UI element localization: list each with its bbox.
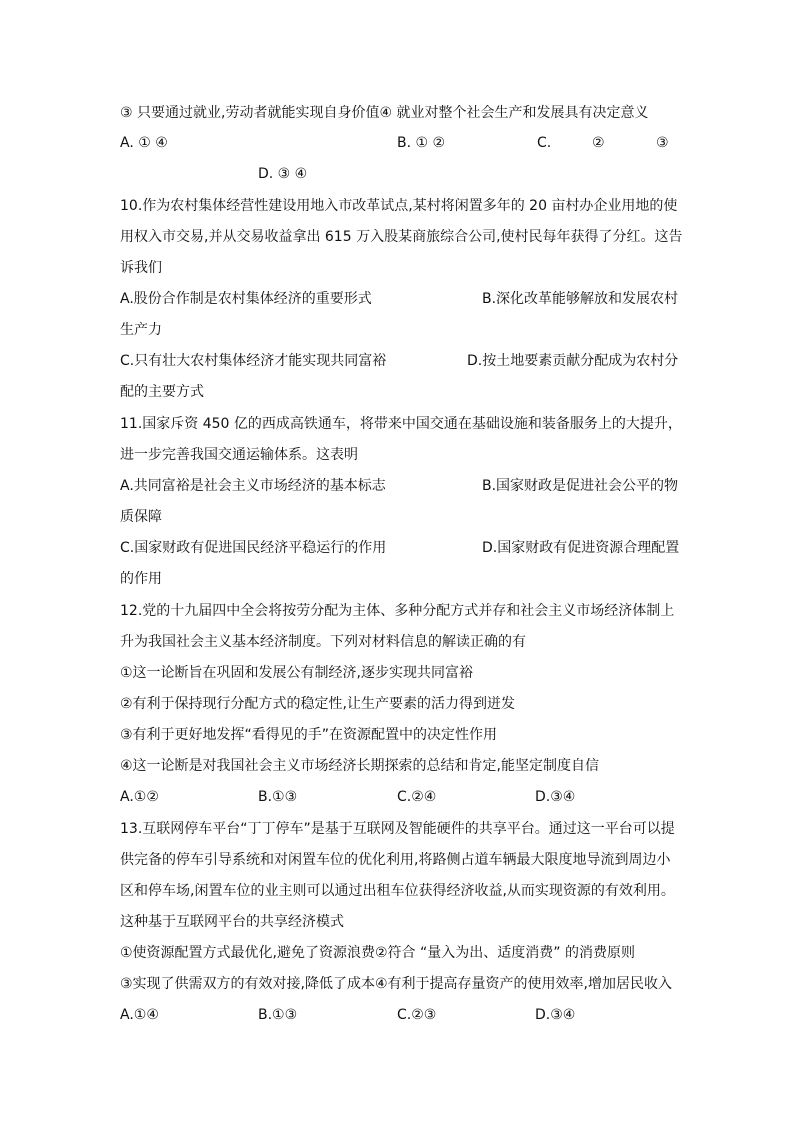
- q12-statement-2: ②有利于保持现行分配方式的稳定性,让生产要素的活力得到迸发: [120, 696, 515, 712]
- q13-stem-line-3: 区和停车场,闲置车位的业主则可以通过出租车位获得经济收益,从而实现资源的有效利用。: [120, 883, 675, 899]
- q13-stem-line-4: 这种基于互联网平台的共享经济模式: [120, 914, 344, 930]
- q9-option-c-first: ②: [592, 135, 605, 151]
- q11-option-b-continued: 质保障: [120, 509, 162, 525]
- q10-option-c: C.只有壮大农村集体经济才能实现共同富裕: [120, 353, 387, 369]
- q10-option-d-continued: 配的主要方式: [120, 384, 204, 400]
- q13-option-d: D.③④: [535, 1007, 576, 1023]
- q13-option-c: C.②③: [397, 1007, 437, 1023]
- q13-statements-3-4: ③实现了供需双方的有效对接,降低了成本④有利于提高存量资产的使用效率,增加居民收入: [120, 976, 672, 992]
- q11-option-c: C.国家财政有促进国民经济平稳运行的作用: [120, 540, 387, 556]
- q10-stem-line-2: 用权入市交易,并从交易收益拿出 615 万入股某商旅综合公司,使村民每年获得了分红。这告: [120, 229, 683, 245]
- q12-stem-line-2: 升为我国社会主义基本经济制度。下列对材料信息的解读正确的有: [120, 634, 526, 650]
- q12-option-b: B.①③: [258, 789, 298, 805]
- q10-stem-line-3: 诉我们: [120, 260, 162, 276]
- q12-statement-1: ①这一论断旨在巩固和发展公有制经济,逐步实现共同富裕: [120, 665, 473, 681]
- q10-option-d: D.按土地要素贡献分配成为农村分: [467, 353, 679, 369]
- q9-option-d: D. ③ ④: [258, 166, 308, 182]
- q12-option-d: D.③④: [535, 789, 576, 805]
- q11-option-a: A.共同富裕是社会主义市场经济的基本标志: [120, 478, 386, 494]
- q10-option-a: A.股份合作制是农村集体经济的重要形式: [120, 291, 372, 307]
- q11-stem-line-1: 11.国家斥资 450 亿的西成高铁通车，将带来中国交通在基础设施和装备服务上的大提升，: [120, 416, 682, 432]
- q9-option-c-label: C.: [537, 135, 552, 151]
- q13-statements-1-2: ①使资源配置方式最优化,避免了资源浪费②符合 “量入为出、适度消费” 的消费原则: [120, 945, 635, 961]
- q11-option-d: D.国家财政有促进资源合理配置: [482, 540, 680, 556]
- q10-option-b-continued: 生产力: [120, 322, 162, 338]
- q12-statement-4: ④这一论断是对我国社会主义市场经济长期探索的总结和肯定,能坚定制度自信: [120, 758, 599, 774]
- q10-stem-line-1: 10.作为农村集体经营性建设用地入市改革试点,某村将闲置多年的 20 亩村办企业用地的使: [120, 198, 678, 214]
- q9-option-b: B. ① ②: [397, 135, 446, 151]
- q13-option-a: A.①④: [120, 1007, 159, 1023]
- q9-option-c-second: ③: [656, 135, 669, 151]
- q9-option-a: A. ① ④: [120, 135, 168, 151]
- q9-statement-line: ③ 只要通过就业,劳动者就能实现自身价值④ 就业对整个社会生产和发展具有决定意义: [120, 105, 649, 121]
- q10-option-b: B.深化改革能够解放和发展农村: [482, 291, 679, 307]
- q13-stem-line-2: 供完备的停车引导系统和对闲置车位的优化利用,将路侧占道车辆最大限度地导流到周边小: [120, 852, 671, 868]
- q11-option-b: B.国家财政是促进社会公平的物: [482, 478, 679, 494]
- q11-stem-line-2: 进一步完善我国交通运输体系。这表明: [120, 447, 358, 463]
- q12-option-c: C.②④: [397, 789, 437, 805]
- q13-option-b: B.①③: [258, 1007, 298, 1023]
- q11-option-d-continued: 的作用: [120, 571, 162, 587]
- q12-option-a: A.①②: [120, 789, 159, 805]
- q12-statement-3: ③有利于更好地发挥“看得见的手”在资源配置中的决定性作用: [120, 727, 498, 743]
- q13-stem-line-1: 13.互联网停车平台“丁丁停车”是基于互联网及智能硬件的共享平台。通过这一平台可以提: [120, 821, 675, 837]
- q12-stem-line-1: 12.党的十九届四中全会将按劳分配为主体、多种分配方式并存和社会主义市场经济体制上: [120, 603, 675, 619]
